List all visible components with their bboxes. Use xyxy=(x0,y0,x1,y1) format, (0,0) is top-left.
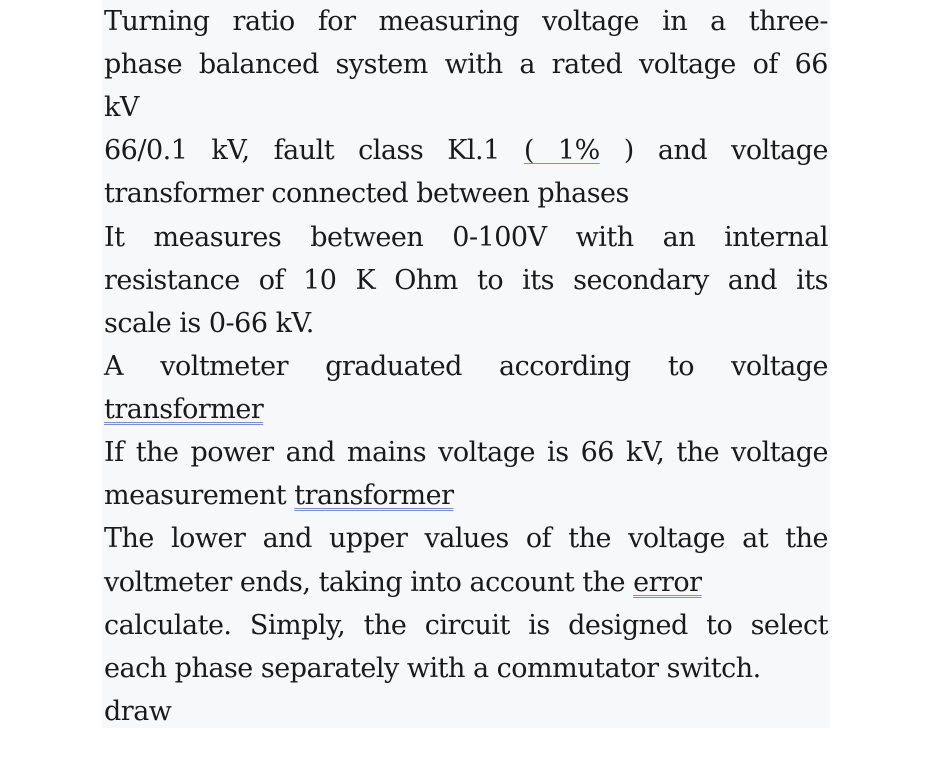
text-span: measurement xyxy=(104,480,287,511)
paragraph-line: It measures between 0-100V with an internal xyxy=(104,222,828,253)
paragraph-line: kV xyxy=(104,92,139,123)
paragraph-line xyxy=(104,388,828,431)
text-span: 66/0.1 kV, fault class Kl.1 xyxy=(104,135,500,166)
paragraph-line: phase balanced system with a rated voltage of 66 xyxy=(104,49,828,80)
text-span: voltmeter ends, taking into account the xyxy=(104,567,626,598)
text-span: ) and voltage xyxy=(623,135,829,166)
paragraph-line: The lower and upper values of the voltage at the xyxy=(104,523,828,554)
paragraph-line: draw xyxy=(104,696,172,727)
paragraph-line: each phase separately with a commutator switch. xyxy=(104,653,761,684)
paragraph-line: A voltmeter graduated according to voltage xyxy=(104,351,828,382)
paragraph-line: transformer connected between phases xyxy=(104,178,629,209)
paragraph-line xyxy=(104,129,828,172)
underlined-text: transformer xyxy=(104,394,264,425)
underlined-text: error xyxy=(633,567,702,598)
paragraph-line: scale is 0-66 kV. xyxy=(104,308,314,339)
paragraph-line: If the power and mains voltage is 66 kV, the voltage xyxy=(104,437,828,468)
underlined-text: ( 1% xyxy=(523,135,600,166)
paragraph-line xyxy=(104,561,828,604)
paragraph-line: resistance of 10 K Ohm to its secondary and its xyxy=(104,265,828,296)
paragraph-line: Turning ratio for measuring voltage in a three- xyxy=(104,6,828,37)
underlined-text: transformer xyxy=(294,480,454,511)
paragraph-line: calculate. Simply, the circuit is designed to select xyxy=(104,610,828,641)
paragraph-line xyxy=(104,474,828,517)
